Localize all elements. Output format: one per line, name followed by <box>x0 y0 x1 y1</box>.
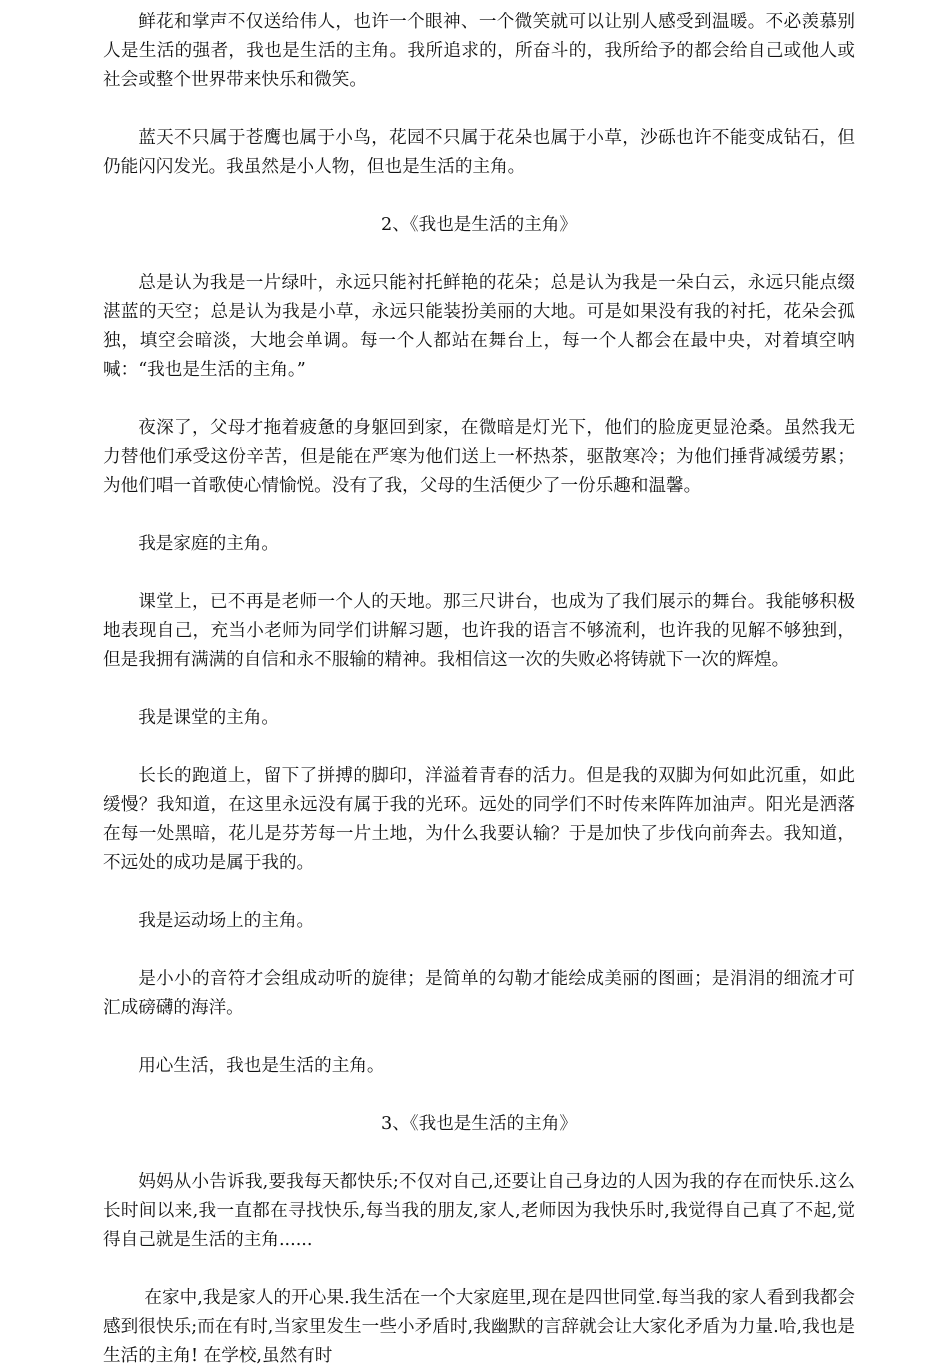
paragraph: 夜深了，父母才拖着疲惫的身躯回到家，在微暗是灯光下，他们的脸庞更显沧桑。虽然我无力替他们承受这份辛苦，但是能在严寒为他们送上一杯热茶，驱散寒冷；为他们捶背减缓劳累；为他们唱一首歌使心情愉悦。没有了我，父母的生活便少了一份乐趣和温馨。 <box>103 418 855 496</box>
paragraph: 课堂上，已不再是老师一个人的天地。那三尺讲台，也成为了我们展示的舞台。我能够积极地表现自己，充当小老师为同学们讲解习题，也许我的语言不够流利，也许我的见解不够独到，但是我拥有满满的自信和永不服输的精神。我相信这一次的失败必将铸就下一次的辉煌。 <box>103 592 855 670</box>
document-page <box>103 8 855 1371</box>
paragraph: 鲜花和掌声不仅送给伟人，也许一个眼神、一个微笑就可以让别人感受到温暖。不必羡慕别人是生活的强者，我也是生活的主角。我所追求的，所奋斗的，我所给予的都会给自己或他人或社会或整个世界带来快乐和微笑。 <box>103 12 855 90</box>
paragraph: 长长的跑道上，留下了拼搏的脚印，洋溢着青春的活力。但是我的双脚为何如此沉重，如此缓慢？我知道，在这里永远没有属于我的光环。远处的同学们不时传来阵阵加油声。阳光是洒落在每一处黑暗，花儿是芬芳每一片土地，为什么我要认输？于是加快了步伐向前奔去。我知道，不远处的成功是属于我的。 <box>103 766 855 873</box>
section-heading-2: 2、《我也是生活的主角》 <box>381 215 577 235</box>
section-heading-3: 3、《我也是生活的主角》 <box>381 1114 577 1134</box>
paragraph: 我是家庭的主角。 <box>138 534 279 554</box>
paragraph: 用心生活，我也是生活的主角。 <box>138 1056 385 1076</box>
paragraph: 在家中,我是家人的开心果.我生活在一个大家庭里,现在是四世同堂.每当我的家人看到我都会感到很快乐;而在有时,当家里发生一些小矛盾时,我幽默的言辞就会让大家化矛盾为力量.哈,我也是生活的主角! 在学校,虽然有时 <box>103 1288 855 1366</box>
paragraph: 是小小的音符才会组成动听的旋律；是简单的勾勒才能绘成美丽的图画；是涓涓的细流才可汇成磅礴的海洋。 <box>103 969 855 1018</box>
paragraph: 我是课堂的主角。 <box>138 708 279 728</box>
paragraph: 妈妈从小告诉我,要我每天都快乐;不仅对自己,还要让自己身边的人因为我的存在而快乐.这么长时间以来,我一直都在寻找快乐,每当我的朋友,家人,老师因为我快乐时,我觉得自己真了不起,觉得自己就是生活的主角...... <box>103 1172 855 1250</box>
paragraph: 总是认为我是一片绿叶，永远只能衬托鲜艳的花朵；总是认为我是一朵白云，永远只能点缀湛蓝的天空；总是认为我是小草，永远只能装扮美丽的大地。可是如果没有我的衬托，花朵会孤独，填空会暗淡，大地会单调。每一个人都站在舞台上，每一个人都会在最中央，对着填空呐喊：“我也是生活的主角。” <box>103 273 855 380</box>
paragraph: 我是运动场上的主角。 <box>138 911 315 931</box>
paragraph: 蓝天不只属于苍鹰也属于小鸟，花园不只属于花朵也属于小草，沙砾也许不能变成钻石，但仍能闪闪发光。我虽然是小人物，但也是生活的主角。 <box>103 128 855 177</box>
